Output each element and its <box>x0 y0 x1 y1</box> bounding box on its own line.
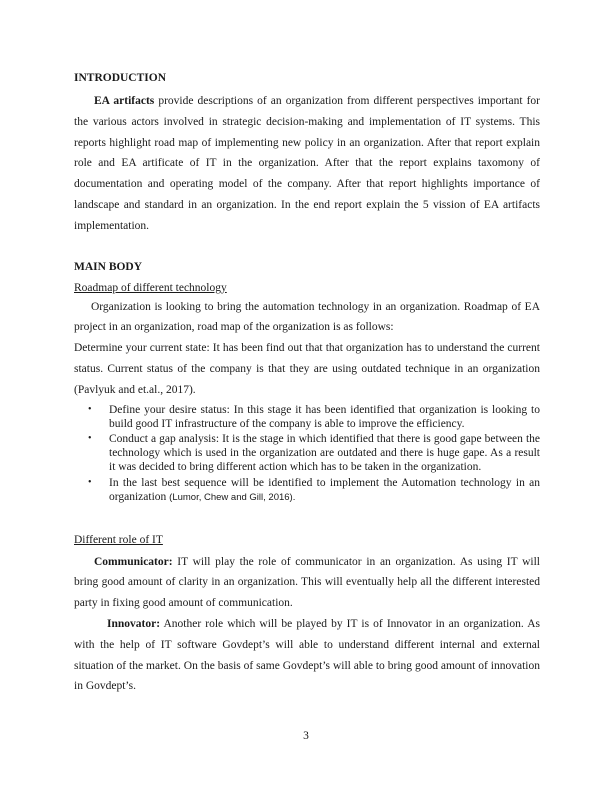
roles-subheading: Different role of IT <box>74 533 163 546</box>
current-state-text: Determine your current state: It has been find out that that organization has to understand the current status. Current status of the company is that they are using outdated technique in an organization <box>74 342 540 375</box>
roadmap-steps-list <box>74 403 540 505</box>
introduction-heading: INTRODUCTION <box>74 72 167 84</box>
bullet-icon: • <box>88 476 92 488</box>
current-state-citation: (Pavlyuk and et.al., 2017). <box>74 383 196 396</box>
bullet-icon: • <box>88 403 92 415</box>
list-item <box>88 403 540 431</box>
list-item <box>88 476 540 505</box>
current-state-paragraph <box>74 338 540 400</box>
communicator-text: IT will play the role of communicator in an organization. As using IT will bring good amount of clarity in an organization. This will eventually help all the different interested party in fixing good amount of communication. <box>74 555 540 610</box>
roadmap-subheading: Roadmap of different technology <box>74 281 227 294</box>
communicator-paragraph <box>74 552 540 614</box>
communicator-label: Communicator: <box>94 555 173 568</box>
ea-artifacts-term: EA artifacts <box>94 95 155 107</box>
innovator-label: Innovator: <box>107 617 161 630</box>
introduction-body: provide descriptions of an organization from different perspectives important for the various actors involved in strategic decision-making and implementation of IT systems. This reports highlight road map of implementing new policy in an organization. After that report explain role and EA artificate of IT in the organization. After that the report explains taxomony of documentation and operating model of the company. After that report highlights importance of landscape and standard in an organization. In the end report explain the 5 vission of EA artifacts implementation. <box>74 95 540 232</box>
list-item-text: In the last best sequence will be identified to implement the Automation technology in an organization <box>109 476 540 503</box>
list-item-text: Conduct a gap analysis: It is the stage in which identified that there is good gape between the technology which is used in the organization are outdated and there is huge gape. As a result it was decided to bring different action which has to be taken in the organization. <box>109 433 540 474</box>
list-item-text: Define your desire status: In this stage it has been identified that organization is looking to build good IT infrastructure of the company is able to improve the efficiency. <box>109 403 540 430</box>
page-number: 3 <box>303 730 309 742</box>
list-item <box>88 432 540 474</box>
main-body-heading: MAIN BODY <box>74 260 143 273</box>
innovator-text: Another role which will be played by IT is of Innovator in an organization. As with the help of IT software Govdept’s will able to understand different internal and external situation of the market. On the basis of same Govdept’s will able to bring good amount of innovation in Govdept’s. <box>74 617 540 693</box>
list-item-citation: (Lumor, Chew and Gill, 2016). <box>169 491 296 503</box>
innovator-paragraph <box>74 614 540 697</box>
introduction-paragraph <box>74 91 540 237</box>
roadmap-intro-paragraph: Organization is looking to bring the automation technology in an organization. Roadmap of EA project in an organization, road map of the organization is as follows: <box>74 300 540 334</box>
bullet-icon: • <box>88 433 92 445</box>
document-page <box>74 70 540 697</box>
